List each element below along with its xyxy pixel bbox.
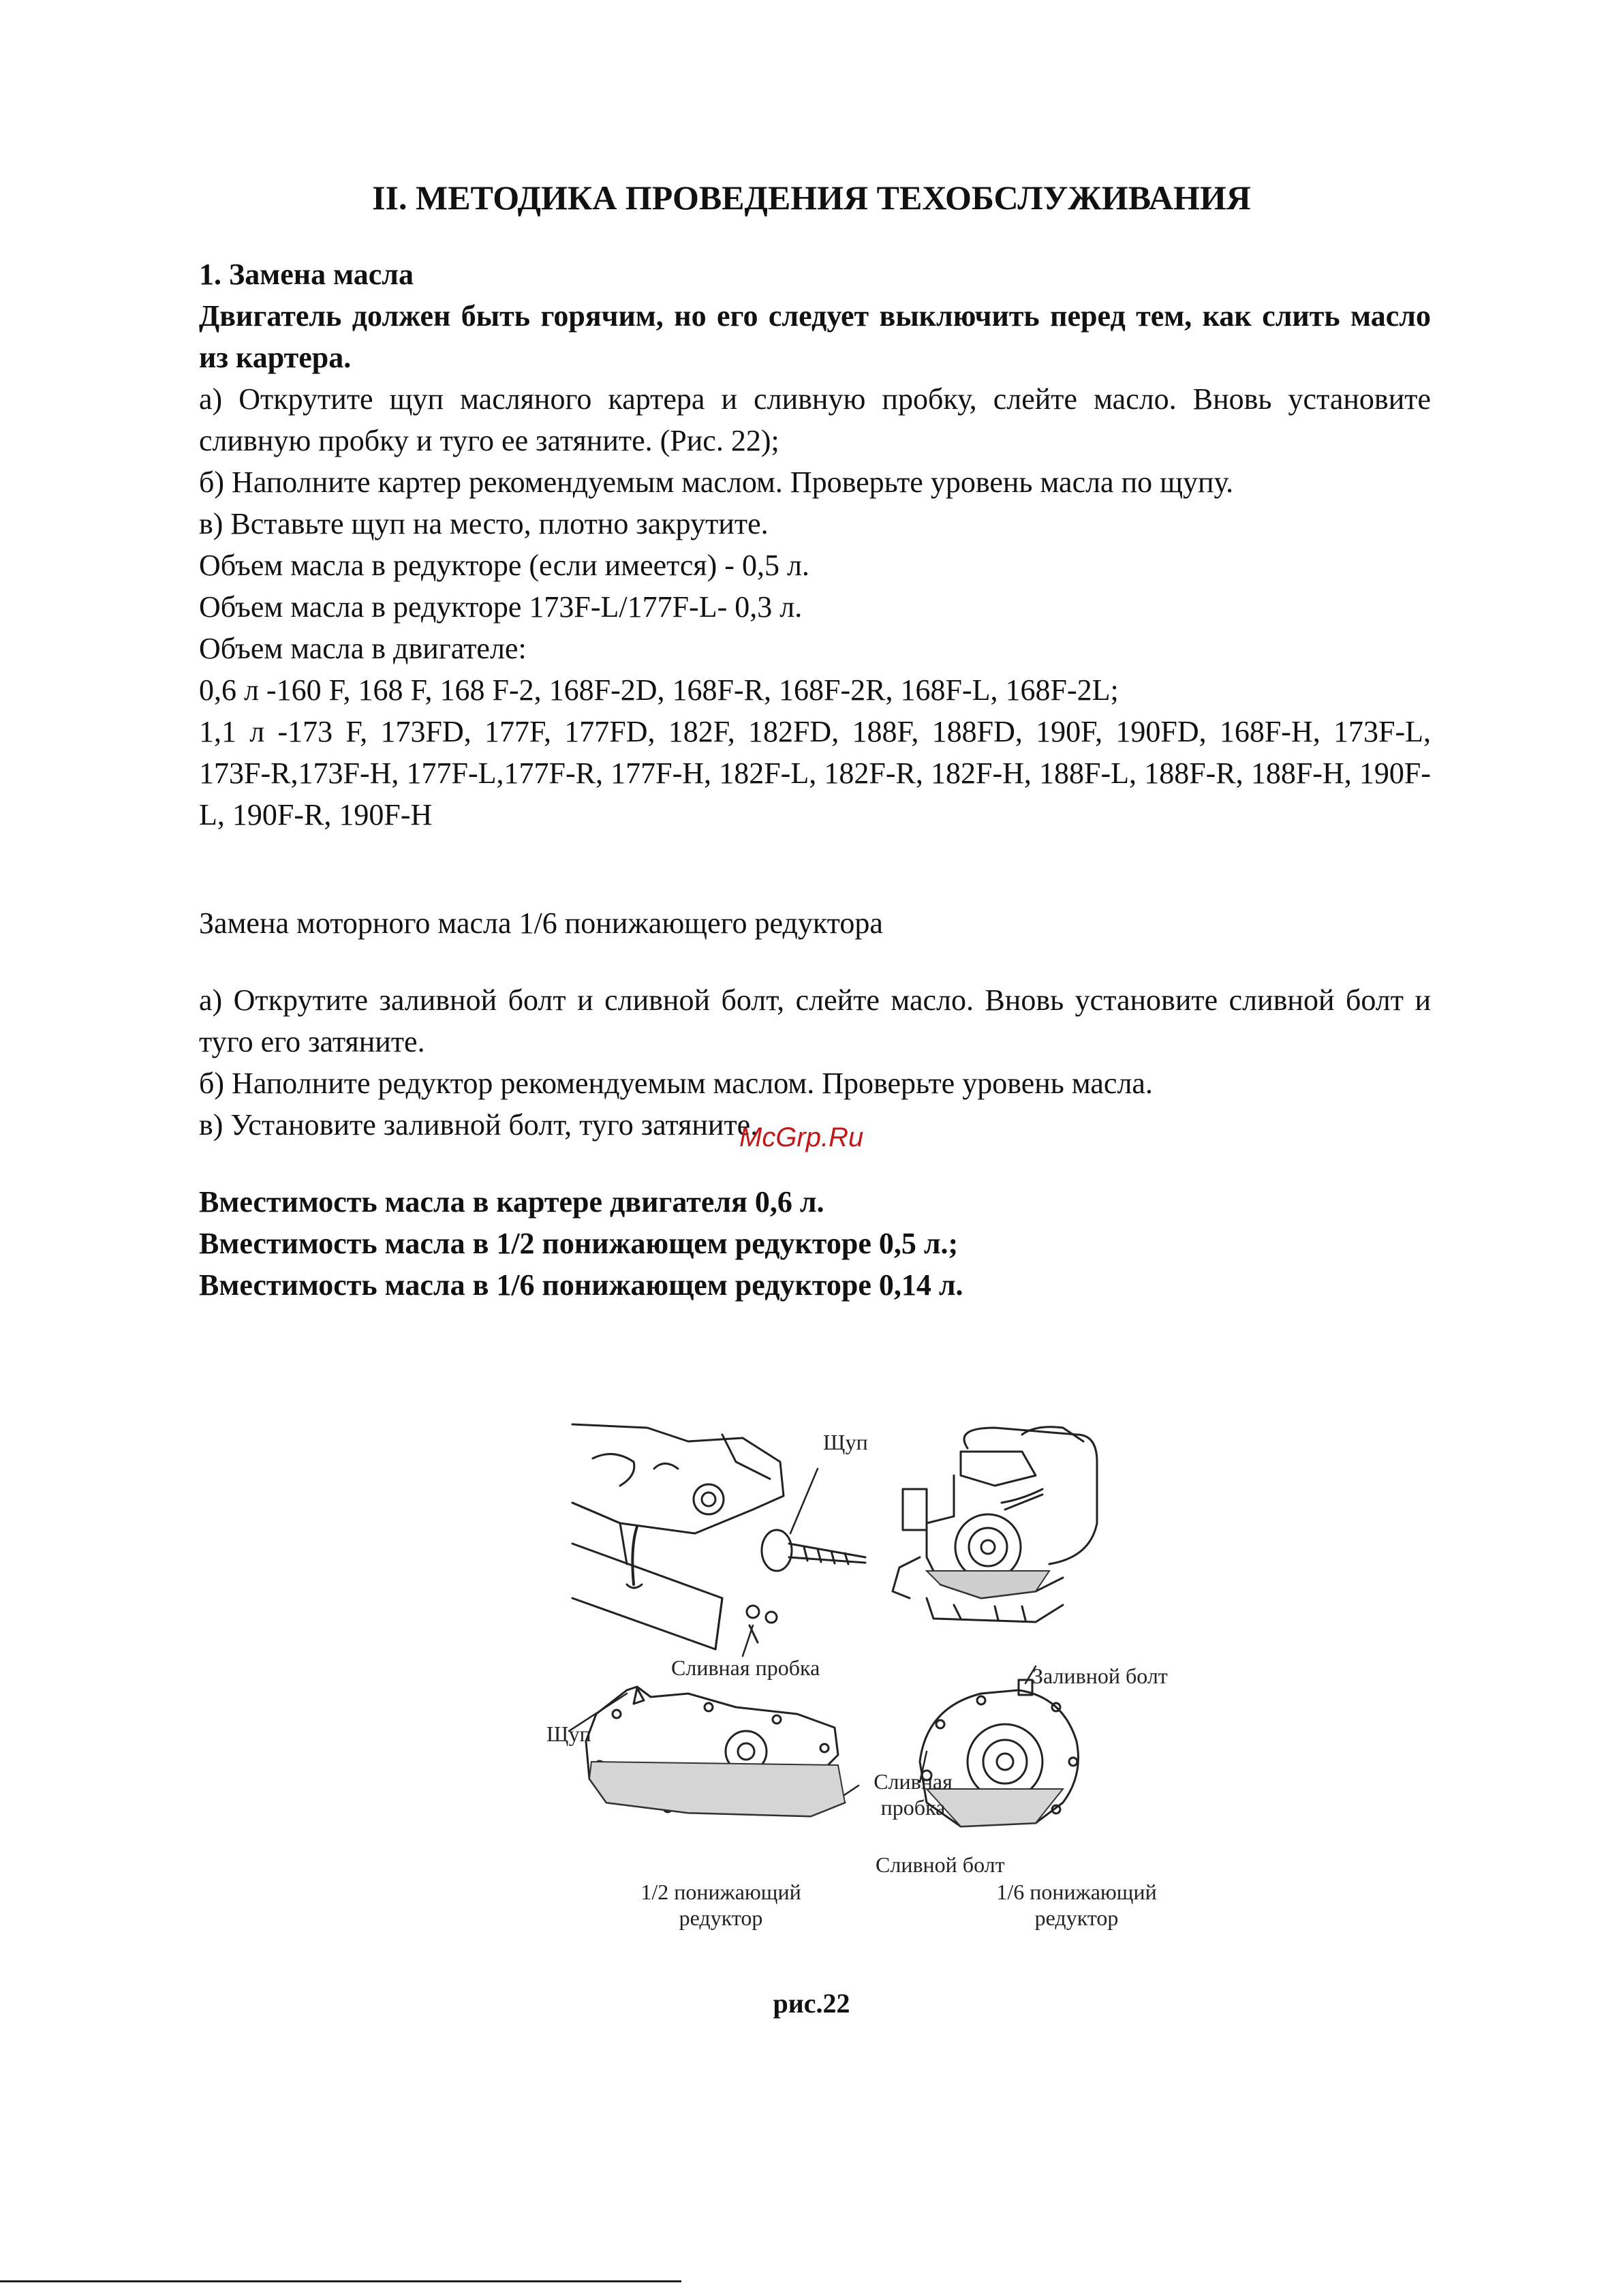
section-heading-oil-change: 1. Замена масла bbox=[199, 258, 414, 291]
step-c: в) Вставьте щуп на место, плотно закрутите. bbox=[199, 507, 769, 540]
warning-text: Двигатель должен быть горячим, но его следует выключить перед тем, как слить масло из картера. bbox=[199, 299, 1431, 374]
caption-sixth-reducer: 1/6 понижающий редуктор bbox=[996, 1880, 1157, 1930]
label-drain-plug-2: Сливная пробка bbox=[874, 1769, 953, 1820]
capacity-half-reducer: Вместимость масла в 1/2 понижающем редукторе 0,5 л.; bbox=[199, 1227, 959, 1260]
figure-22 bbox=[518, 1421, 1199, 1953]
watermark: McGrp.Ru bbox=[739, 1122, 864, 1152]
capacity-sixth-reducer: Вместимость масла в 1/6 понижающем редукторе 0,14 л. bbox=[199, 1268, 963, 1302]
volume-reducer: Объем масла в редукторе (если имеется) - 0,5 л. bbox=[199, 549, 809, 582]
reducer-step-a: а) Открутите заливной болт и сливной болт, слейте масло. Вновь установите сливной болт и туго его затяните. bbox=[199, 983, 1431, 1058]
capacity-engine: Вместимость масла в картере двигателя 0,6 л. bbox=[199, 1185, 824, 1219]
crankcase-drain-drawing bbox=[572, 1424, 865, 1649]
label-dipstick-top: Щуп bbox=[823, 1430, 868, 1454]
volume-engine-heading: Объем масла в двигателе: bbox=[199, 632, 527, 665]
footer-divider bbox=[0, 2280, 681, 2282]
reducer-step-c: в) Установите заливной болт, туго затяните. bbox=[199, 1108, 758, 1142]
label-drain-plug: Сливная пробка bbox=[671, 1655, 820, 1680]
volume-11-models: 1,1 л -173 F, 173FD, 177F, 177FD, 182F, 182FD, 188F, 188FD, 190F, 190FD, 168F-H, 173F-L, 173F-R,173F-H, 177F-L,177F-R, 177F-H, 182F-L, 182F-R, 182F-H, 188F-L, 188F-R, 188F-H, 190F-L, 190F-R, 190F-H bbox=[199, 715, 1431, 831]
page-title: II. МЕТОДИКА ПРОВЕДЕНИЯ ТЕХОБСЛУЖИВАНИЯ bbox=[372, 179, 1251, 217]
volume-reducer-173: Объем масла в редукторе 173F-L/177F-L- 0,3 л. bbox=[199, 590, 803, 624]
reducer-step-b: б) Наполните редуктор рекомендуемым маслом. Проверьте уровень масла. bbox=[199, 1067, 1153, 1100]
step-b: б) Наполните картер рекомендуемым маслом. Проверьте уровень масла по щупу. bbox=[199, 465, 1234, 499]
label-dipstick-left: Щуп bbox=[546, 1721, 591, 1746]
step-a: а) Открутите щуп масляного картера и сливную пробку, слейте масло. Вновь установите сливную пробку и туго ее затяните. (Рис. 22); bbox=[199, 382, 1431, 457]
label-fill-bolt: Заливной болт bbox=[1032, 1664, 1168, 1688]
leader-lines bbox=[569, 1469, 1036, 1799]
label-drain-bolt: Сливной болт bbox=[876, 1852, 1005, 1877]
figure-caption: рис.22 bbox=[773, 1988, 850, 2019]
oil-hatch bbox=[589, 1571, 1063, 1826]
caption-half-reducer: 1/2 понижающий редуктор bbox=[640, 1880, 801, 1930]
volume-06-models: 0,6 л -160 F, 168 F, 168 F-2, 168F-2D, 168F-R, 168F-2R, 168F-L, 168F-2L; bbox=[199, 673, 1119, 707]
section-heading-reducer: Замена моторного масла 1/6 понижающего редуктора bbox=[199, 906, 883, 940]
